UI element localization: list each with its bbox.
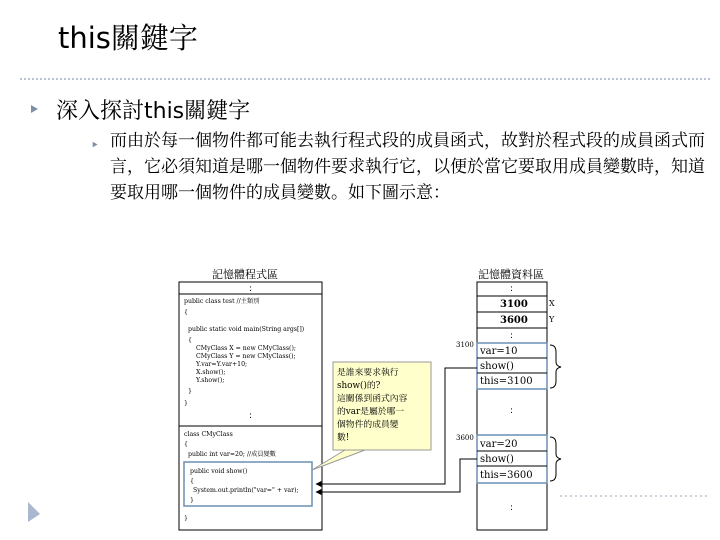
obj2-to-show-arrow — [316, 459, 477, 492]
code-line: X.show(); — [196, 369, 226, 376]
data-dots: : — [510, 284, 514, 294]
data-area-title: 記憶體資料區 — [478, 268, 544, 281]
code-line: CMyClass X = new CMyClass(); — [196, 345, 296, 352]
callout-line: 這關係到函式內容 — [337, 394, 408, 404]
code-line: public static void main(String args[]) — [188, 326, 305, 333]
program-dots: : — [249, 411, 253, 421]
code-line: public void show() — [190, 468, 248, 475]
obj1-brace — [550, 345, 561, 388]
program-area-title: 記憶體程式區 — [212, 268, 278, 281]
code-line: { — [190, 478, 194, 485]
callout-line: show()的? — [337, 381, 381, 391]
callout-line: 個物件的成員變 — [337, 420, 399, 430]
code-line: } — [188, 388, 192, 395]
obj2-field: var=20 — [480, 439, 518, 450]
data-dots: : — [510, 331, 514, 341]
code-line: Y.show(); — [196, 377, 225, 384]
bullet-level2: 而由於每一個物件都可能去執行程式段的成員函式，故對於程式段的成員函式而言，它必須知道是哪一個物件要求執行它，以便於當它要取用成員變數時，知道要取用哪一個物件的成員變數。如下圖示意： — [110, 131, 705, 203]
code-line: { — [188, 337, 192, 344]
code-line: public int var=20; //成員變數 — [188, 451, 276, 458]
code-line: System.out.println("var=" + var); — [193, 487, 299, 494]
code-line: { — [184, 441, 188, 448]
code-line: { — [184, 309, 188, 316]
data-dots: : — [510, 503, 514, 513]
obj1-field: var=10 — [480, 346, 518, 357]
slide-corner-icon — [24, 500, 48, 524]
ref-y-value: 3600 — [500, 315, 528, 326]
code-line: CMyClass Y = new CMyClass(); — [196, 353, 296, 360]
obj2-field: show() — [480, 454, 514, 465]
slide-title: this關鍵字 — [58, 21, 198, 55]
data-dots: : — [510, 406, 514, 416]
code-line: public class test //主類別 — [184, 298, 260, 305]
obj2-field: this=3600 — [480, 470, 533, 481]
code-line: } — [184, 515, 188, 522]
code-line: Y.var=Y.var+10; — [196, 361, 248, 368]
code-line: } — [190, 497, 194, 504]
callout-line: 數! — [337, 433, 350, 443]
obj1-address: 3100 — [456, 341, 474, 349]
code-line: } — [184, 400, 188, 407]
obj1-field: this=3100 — [480, 376, 533, 387]
callout-line: 是誰來要求執行 — [337, 368, 399, 378]
bullet-level1: 深入探討this關鍵字 — [56, 99, 251, 124]
ref-y-label: Y — [549, 315, 555, 324]
ref-x-label: X — [549, 299, 555, 308]
program-dots: : — [249, 284, 253, 294]
obj2-address: 3600 — [456, 434, 474, 442]
ref-x-value: 3100 — [500, 299, 528, 310]
obj2-brace — [550, 437, 561, 481]
callout-line: 的var是屬於哪一 — [337, 407, 405, 417]
code-line: class CMyClass — [184, 431, 233, 438]
obj1-field: show() — [480, 361, 514, 372]
